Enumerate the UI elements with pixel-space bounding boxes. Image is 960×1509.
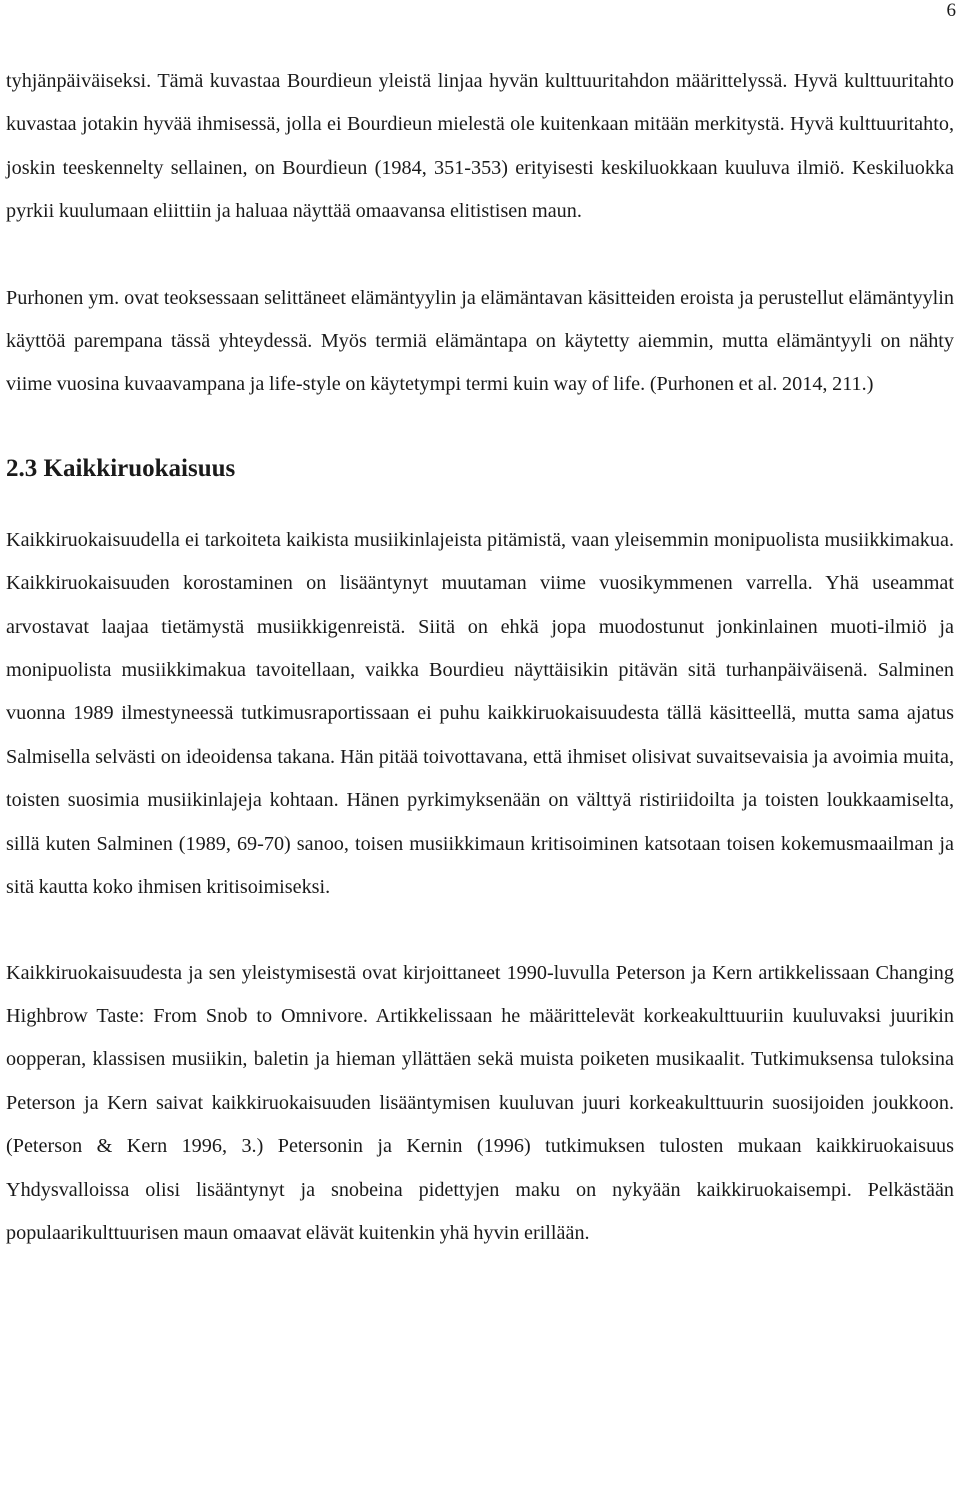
paragraph-3: Kaikkiruokaisuudella ei tarkoiteta kaikista musiikinlajeista pitämistä, vaan yleisemmin monipuolista musiikkimakua. Kaikkiruokaisuuden korostaminen on lisääntynyt muutaman viime vuosikymmenen varrella. Yhä useammat arvostavat laajaa tietämystä musiikkigenreistä. Siitä on ehkä jopa muodostunut jonkinlainen muoti-ilmiö ja monipuolista musiikkimakua tavoitellaan, vaikka Bourdieu näyttäisikin pitävän sitä turhanpäiväisenä. Salminen vuonna 1989 ilmestyneessä tutkimusraportissaan ei puhu kaikkiruokaisuudesta tällä käsitteellä, mutta sama ajatus Salmisella selvästi on ideoidensa takana. Hän pitää toivottavana, että ihmiset olisivat suvaitsevaisia ja avoimia muita, toisten suosimia musiikinlajeja kohtaan. Hänen pyrkimyksenään on välttyä ristiriidoilta ja toisten loukkaamiselta, sillä kuten Salminen (1989, 69-70) sanoo, toisen musiikkimaun kritisoiminen katsotaan toisen kokemusmaailman ja sitä kautta koko ihmisen kritisoimiseksi. (6, 528, 954, 899)
page-number: 6 (946, 0, 956, 21)
paragraph-1: tyhjänpäiväiseksi. Tämä kuvastaa Bourdieun yleistä linjaa hyvän kulttuuritahdon määrittelyssä. Hyvä kulttuuritahto kuvastaa jotakin hyvää ihmisessä, jolla ei Bourdieun mielestä ole kuitenkaan mitään merkitystä. Hyvä kulttuuritahto, joskin teeskennelty sellainen, on Bourdieun (1984, 351-353) erityisesti keskiluokkaan kuuluva ilmiö. Keskiluokka pyrkii kuulumaan eliittiin ja haluaa näyttää omaavansa elitistisen maun. (6, 70, 954, 223)
paragraph-4: Kaikkiruokaisuudesta ja sen yleistymisestä ovat kirjoittaneet 1990-luvulla Peterson ja Kern artikkelissaan Changing Highbrow Taste: From Snob to Omnivore. Artikkelissaan he määrittelevät korkeakulttuuriin kuuluvaksi juurikin oopperan, klassisen musiikin, baletin ja hieman yllättäen sekä muista poiketen musikaalit. Tutkimuksensa tuloksina Peterson ja Kern saivat kaikkiruokaisuuden lisääntymisen kuuluvan juuri korkeakulttuurin suosijoiden joukkoon. (Peterson & Kern 1996, 3.) Petersonin ja Kernin (1996) tutkimuksen tulosten mukaan kaikkiruokaisuus Yhdysvalloissa olisi lisääntynyt ja snobeina pidettyjen maku on nykyään kaikkiruokaisempi. Pelkästään populaarikulttuurisen maun omaavat elävät kuitenkin yhä hyvin erillään. (6, 961, 954, 1244)
section-heading: 2.3 Kaikkiruokaisuus (6, 454, 236, 482)
document-body (6, 60, 954, 1255)
paragraph-2: Purhonen ym. ovat teoksessaan selittäneet elämäntyylin ja elämäntavan käsitteiden eroista ja perustellut elämäntyylin käyttöä parempana tässä yhteydessä. Myös termiä elämäntapa on käytetty aiemmin, mutta elämäntyyli on nähty viime vuosina kuvaavampana ja life-style on käytetympi termi kuin way of life. (Purhonen et al. 2014, 211.) (6, 286, 954, 396)
